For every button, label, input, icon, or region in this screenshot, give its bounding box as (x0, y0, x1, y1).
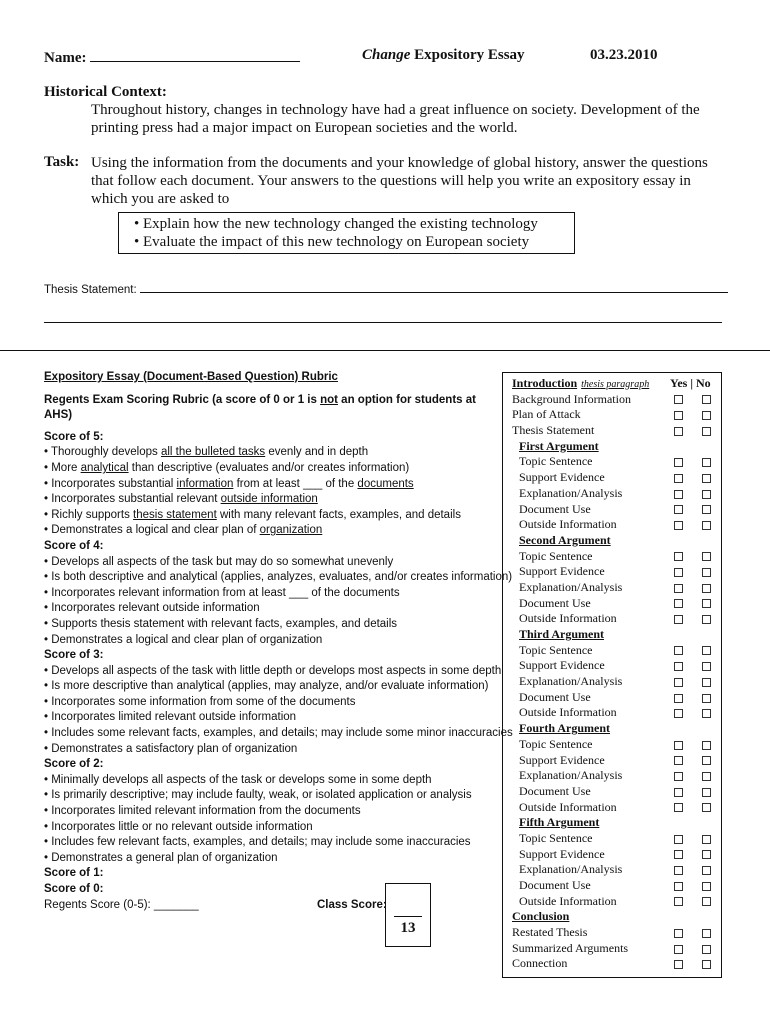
task-bullets-box (118, 212, 575, 254)
rubric-line: • Includes few relevant facts, examples, and details; may include some inaccuracies (44, 836, 471, 849)
no-checkbox[interactable] (702, 945, 711, 954)
checklist-item[interactable]: Document Use (512, 690, 718, 706)
rubric-line: • Demonstrates a satisfactory plan of organization (44, 742, 298, 755)
name-blank[interactable] (90, 47, 300, 62)
yes-checkbox[interactable] (674, 521, 683, 530)
checklist-item[interactable]: Topic Sentence (512, 831, 718, 847)
yes-no-checkboxes[interactable] (674, 549, 730, 565)
yes-no-header: Yes | No (670, 376, 711, 390)
checklist-item[interactable]: Topic Sentence (512, 549, 718, 565)
yes-no-checkboxes[interactable] (674, 596, 730, 612)
context-text: Throughout history, changes in technology have had a great influence on society. Development of the printing press had a major impact on European societies and the world. (91, 102, 700, 136)
thesis-blank-line-2[interactable] (44, 321, 722, 323)
yes-no-checkboxes[interactable] (674, 611, 730, 627)
no-checkbox[interactable] (702, 741, 711, 750)
checklist-item[interactable]: Outside Information (512, 705, 718, 721)
thesis-blank-line[interactable] (140, 282, 728, 293)
class-score-box[interactable] (385, 883, 431, 947)
yes-no-checkboxes[interactable] (674, 392, 730, 408)
class-score-value: 13 (400, 920, 416, 936)
title-rest: Expository Essay (410, 47, 525, 63)
yes-no-checkboxes[interactable] (674, 517, 730, 533)
yes-no-checkboxes[interactable] (674, 564, 730, 580)
checklist-item[interactable]: Outside Information (512, 894, 718, 910)
score-heading: Score of 1: (44, 867, 104, 880)
checklist-item[interactable]: Support Evidence (512, 564, 718, 580)
rubric-subtitle: Regents Exam Scoring Rubric (a score of 0 or 1 is not an option for students at AHS) (44, 393, 476, 422)
regents-score-field[interactable]: Regents Score (0-5): _______ (44, 899, 199, 911)
yes-checkbox[interactable] (674, 835, 683, 844)
rubric-line: • Incorporates some information from some of the documents (44, 695, 356, 708)
essay-checklist (512, 376, 718, 972)
yes-checkbox[interactable] (674, 741, 683, 750)
title-italic: Change (362, 47, 411, 63)
thesis-statement (44, 282, 728, 296)
rubric-line: • Incorporates limited relevant information from the documents (44, 805, 361, 818)
yes-checkbox[interactable] (674, 694, 683, 703)
no-checkbox[interactable] (702, 490, 711, 499)
yes-checkbox[interactable] (674, 929, 683, 938)
no-checkbox[interactable] (702, 929, 711, 938)
yes-no-checkboxes[interactable] (674, 784, 730, 800)
no-checkbox[interactable] (702, 646, 711, 655)
yes-checkbox[interactable] (674, 803, 683, 812)
checklist-section-argument: Second Argument (519, 532, 611, 547)
task-label: Task: (44, 154, 80, 170)
yes-checkbox[interactable] (674, 395, 683, 404)
yes-checkbox[interactable] (674, 678, 683, 687)
checklist-item[interactable]: Outside Information (512, 611, 718, 627)
checklist-item[interactable]: Document Use (512, 502, 718, 518)
checklist-item[interactable]: Summarized Arguments (512, 941, 718, 957)
rubric-title: Expository Essay (Document-Based Question) Rubric (44, 371, 338, 383)
no-checkbox[interactable] (702, 788, 711, 797)
yes-no-checkboxes[interactable] (674, 800, 730, 816)
score-divider (394, 916, 422, 917)
rubric-line: • Incorporates substantial relevant outside information (44, 493, 318, 506)
section-divider (0, 350, 770, 351)
no-checkbox[interactable] (702, 678, 711, 687)
document-title (362, 47, 525, 64)
rubric-line: • More analytical than descriptive (evaluates and/or creates information) (44, 461, 410, 474)
no-checkbox[interactable] (702, 474, 711, 483)
checklist-item[interactable]: Support Evidence (512, 658, 718, 674)
score-heading: Score of 5: (44, 430, 104, 443)
yes-no-checkboxes[interactable] (674, 658, 730, 674)
yes-checkbox[interactable] (674, 568, 683, 577)
thesis-label: Thesis Statement: (44, 284, 137, 296)
checklist-section-introduction: Introduction thesis paragraph Yes | No (512, 376, 711, 390)
no-checkbox[interactable] (702, 615, 711, 624)
yes-checkbox[interactable] (674, 411, 683, 420)
yes-no-checkboxes[interactable] (674, 737, 730, 753)
yes-checkbox[interactable] (674, 945, 683, 954)
rubric-line: • Develops all aspects of the task but may do so somewhat unevenly (44, 555, 394, 568)
yes-checkbox[interactable] (674, 427, 683, 436)
rubric-line: • Demonstrates a logical and clear plan of organization (44, 524, 323, 537)
document-date: 03.23.2010 (590, 47, 658, 63)
yes-no-checkboxes[interactable] (674, 753, 730, 769)
context-label: Historical Context: (44, 84, 167, 100)
task-text: Using the information from the documents and your knowledge of global history, answer the questions that follow each document. Your answers to the questions will help you write an expository essay in which you are asked to (91, 155, 708, 207)
checklist-item[interactable]: Document Use (512, 596, 718, 612)
checklist-item[interactable]: Explanation/Analysis (512, 674, 718, 690)
yes-checkbox[interactable] (674, 709, 683, 718)
no-checkbox[interactable] (702, 772, 711, 781)
rubric-line: • Demonstrates a logical and clear plan of organization (44, 633, 323, 646)
score-heading: Score of 3: (44, 649, 104, 662)
yes-no-checkboxes[interactable] (674, 862, 730, 878)
yes-no-checkboxes[interactable] (674, 486, 730, 502)
rubric-line: • Incorporates relevant information from at least ___ of the documents (44, 586, 400, 599)
yes-no-checkboxes[interactable] (674, 768, 730, 784)
rubric-line: • Incorporates limited relevant outside information (44, 711, 297, 724)
yes-no-checkboxes[interactable] (674, 956, 730, 972)
yes-no-checkboxes[interactable] (674, 847, 730, 863)
rubric-line: • Incorporates substantial information from at least ___ of the documents (44, 477, 414, 490)
rubric-line: • Thoroughly develops all the bulleted tasks evenly and in depth (44, 446, 369, 459)
yes-checkbox[interactable] (674, 474, 683, 483)
checklist-item[interactable]: Support Evidence (512, 470, 718, 486)
yes-no-checkboxes[interactable] (674, 941, 730, 957)
yes-no-checkboxes[interactable] (674, 878, 730, 894)
no-checkbox[interactable] (702, 568, 711, 577)
yes-no-checkboxes[interactable] (674, 925, 730, 941)
rubric-line: • Minimally develops all aspects of the task or develops some in some depth (44, 773, 432, 786)
checklist-item[interactable]: Plan of Attack (512, 407, 718, 423)
checklist-item[interactable]: Outside Information (512, 517, 718, 533)
checklist-section-argument: Third Argument (519, 627, 605, 641)
checklist-item[interactable]: Document Use (512, 878, 718, 894)
yes-checkbox[interactable] (674, 662, 683, 671)
yes-no-checkboxes[interactable] (674, 643, 730, 659)
rubric-line: • Is more descriptive than analytical (applies, may analyze, and/or evaluate information) (44, 680, 489, 693)
yes-checkbox[interactable] (674, 850, 683, 859)
yes-checkbox[interactable] (674, 552, 683, 561)
no-checkbox[interactable] (702, 709, 711, 718)
checklist-item[interactable]: Explanation/Analysis (512, 580, 718, 596)
no-checkbox[interactable] (702, 694, 711, 703)
yes-checkbox[interactable] (674, 458, 683, 467)
no-checkbox[interactable] (702, 599, 711, 608)
checklist-item[interactable]: Topic Sentence (512, 737, 718, 753)
no-checkbox[interactable] (702, 803, 711, 812)
rubric-line: • Supports thesis statement with relevant facts, examples, and details (44, 617, 398, 630)
rubric-line: • Incorporates relevant outside information (44, 602, 260, 615)
no-checkbox[interactable] (702, 395, 711, 404)
yes-no-checkboxes[interactable] (674, 502, 730, 518)
no-checkbox[interactable] (702, 458, 711, 467)
no-checkbox[interactable] (702, 584, 711, 593)
checklist-item[interactable]: Explanation/Analysis (512, 862, 718, 878)
yes-checkbox[interactable] (674, 866, 683, 875)
yes-no-checkboxes[interactable] (674, 454, 730, 470)
no-checkbox[interactable] (702, 521, 711, 530)
no-checkbox[interactable] (702, 552, 711, 561)
yes-no-checkboxes[interactable] (674, 674, 730, 690)
checklist-item[interactable]: Restated Thesis (512, 925, 718, 941)
checklist-section-argument: Fourth Argument (519, 721, 610, 736)
checklist-item[interactable]: Thesis Statement (512, 423, 718, 439)
yes-no-checkboxes[interactable] (674, 831, 730, 847)
no-checkbox[interactable] (702, 427, 711, 436)
no-checkbox[interactable] (702, 897, 711, 906)
task-bullet: • Explain how the new technology changed the existing technology (134, 216, 538, 232)
rubric-line: • Develops all aspects of the task with little depth or develops most aspects in some depth (44, 664, 502, 677)
yes-checkbox[interactable] (674, 505, 683, 514)
yes-no-checkboxes[interactable] (674, 705, 730, 721)
yes-checkbox[interactable] (674, 960, 683, 969)
task-bullet: • Evaluate the impact of this new technology on European society (134, 234, 530, 250)
yes-no-checkboxes[interactable] (674, 690, 730, 706)
yes-checkbox[interactable] (674, 599, 683, 608)
score-heading: Score of 4: (44, 539, 104, 552)
rubric-line: • Richly supports thesis statement with many relevant facts, examples, and details (44, 508, 461, 521)
yes-checkbox[interactable] (674, 882, 683, 891)
checklist-item[interactable]: Explanation/Analysis (512, 768, 718, 784)
yes-no-checkboxes[interactable] (674, 894, 730, 910)
checklist-item[interactable]: Support Evidence (512, 753, 718, 769)
no-checkbox[interactable] (702, 960, 711, 969)
yes-checkbox[interactable] (674, 897, 683, 906)
checklist-item[interactable]: Outside Information (512, 800, 718, 816)
no-checkbox[interactable] (702, 411, 711, 420)
no-checkbox[interactable] (702, 850, 711, 859)
rubric-line: • Demonstrates a general plan of organization (44, 851, 278, 864)
score-heading: Score of 2: (44, 758, 104, 771)
yes-checkbox[interactable] (674, 615, 683, 624)
checklist-item[interactable]: Background Information (512, 392, 718, 408)
name-label: Name: (44, 50, 87, 66)
yes-no-checkboxes[interactable] (674, 580, 730, 596)
yes-checkbox[interactable] (674, 490, 683, 499)
checklist-item[interactable]: Explanation/Analysis (512, 486, 718, 502)
yes-checkbox[interactable] (674, 772, 683, 781)
checklist-section-argument: First Argument (519, 438, 599, 453)
rubric-line: • Is primarily descriptive; may include faulty, weak, or isolated application or analysis (44, 789, 472, 802)
no-checkbox[interactable] (702, 866, 711, 875)
yes-checkbox[interactable] (674, 756, 683, 765)
checklist-item[interactable]: Topic Sentence (512, 643, 718, 659)
rubric (44, 370, 513, 898)
class-score-label: Class Score: (317, 899, 387, 911)
checklist-item[interactable]: Connection (512, 956, 718, 972)
yes-checkbox[interactable] (674, 788, 683, 797)
no-checkbox[interactable] (702, 835, 711, 844)
checklist-item[interactable]: Document Use (512, 784, 718, 800)
yes-no-checkboxes[interactable] (674, 470, 730, 486)
rubric-line: • Is both descriptive and analytical (applies, analyzes, evaluates, and/or creates information) (44, 571, 513, 584)
no-checkbox[interactable] (702, 662, 711, 671)
checklist-section-argument: Fifth Argument (519, 815, 600, 830)
name-field (44, 47, 300, 67)
yes-checkbox[interactable] (674, 584, 683, 593)
yes-no-checkboxes[interactable] (674, 423, 730, 439)
no-checkbox[interactable] (702, 505, 711, 514)
yes-no-checkboxes[interactable] (674, 407, 730, 423)
yes-checkbox[interactable] (674, 646, 683, 655)
rubric-line: • Incorporates little or no relevant outside information (44, 820, 313, 833)
rubric-line: • Includes some relevant facts, examples, and details; may include some minor inaccuracies (44, 727, 513, 740)
no-checkbox[interactable] (702, 882, 711, 891)
no-checkbox[interactable] (702, 756, 711, 765)
checklist-item[interactable]: Topic Sentence (512, 454, 718, 470)
score-heading: Score of 0: (44, 883, 104, 895)
checklist-item[interactable]: Support Evidence (512, 847, 718, 863)
checklist-section-conclusion: Conclusion (512, 909, 570, 924)
